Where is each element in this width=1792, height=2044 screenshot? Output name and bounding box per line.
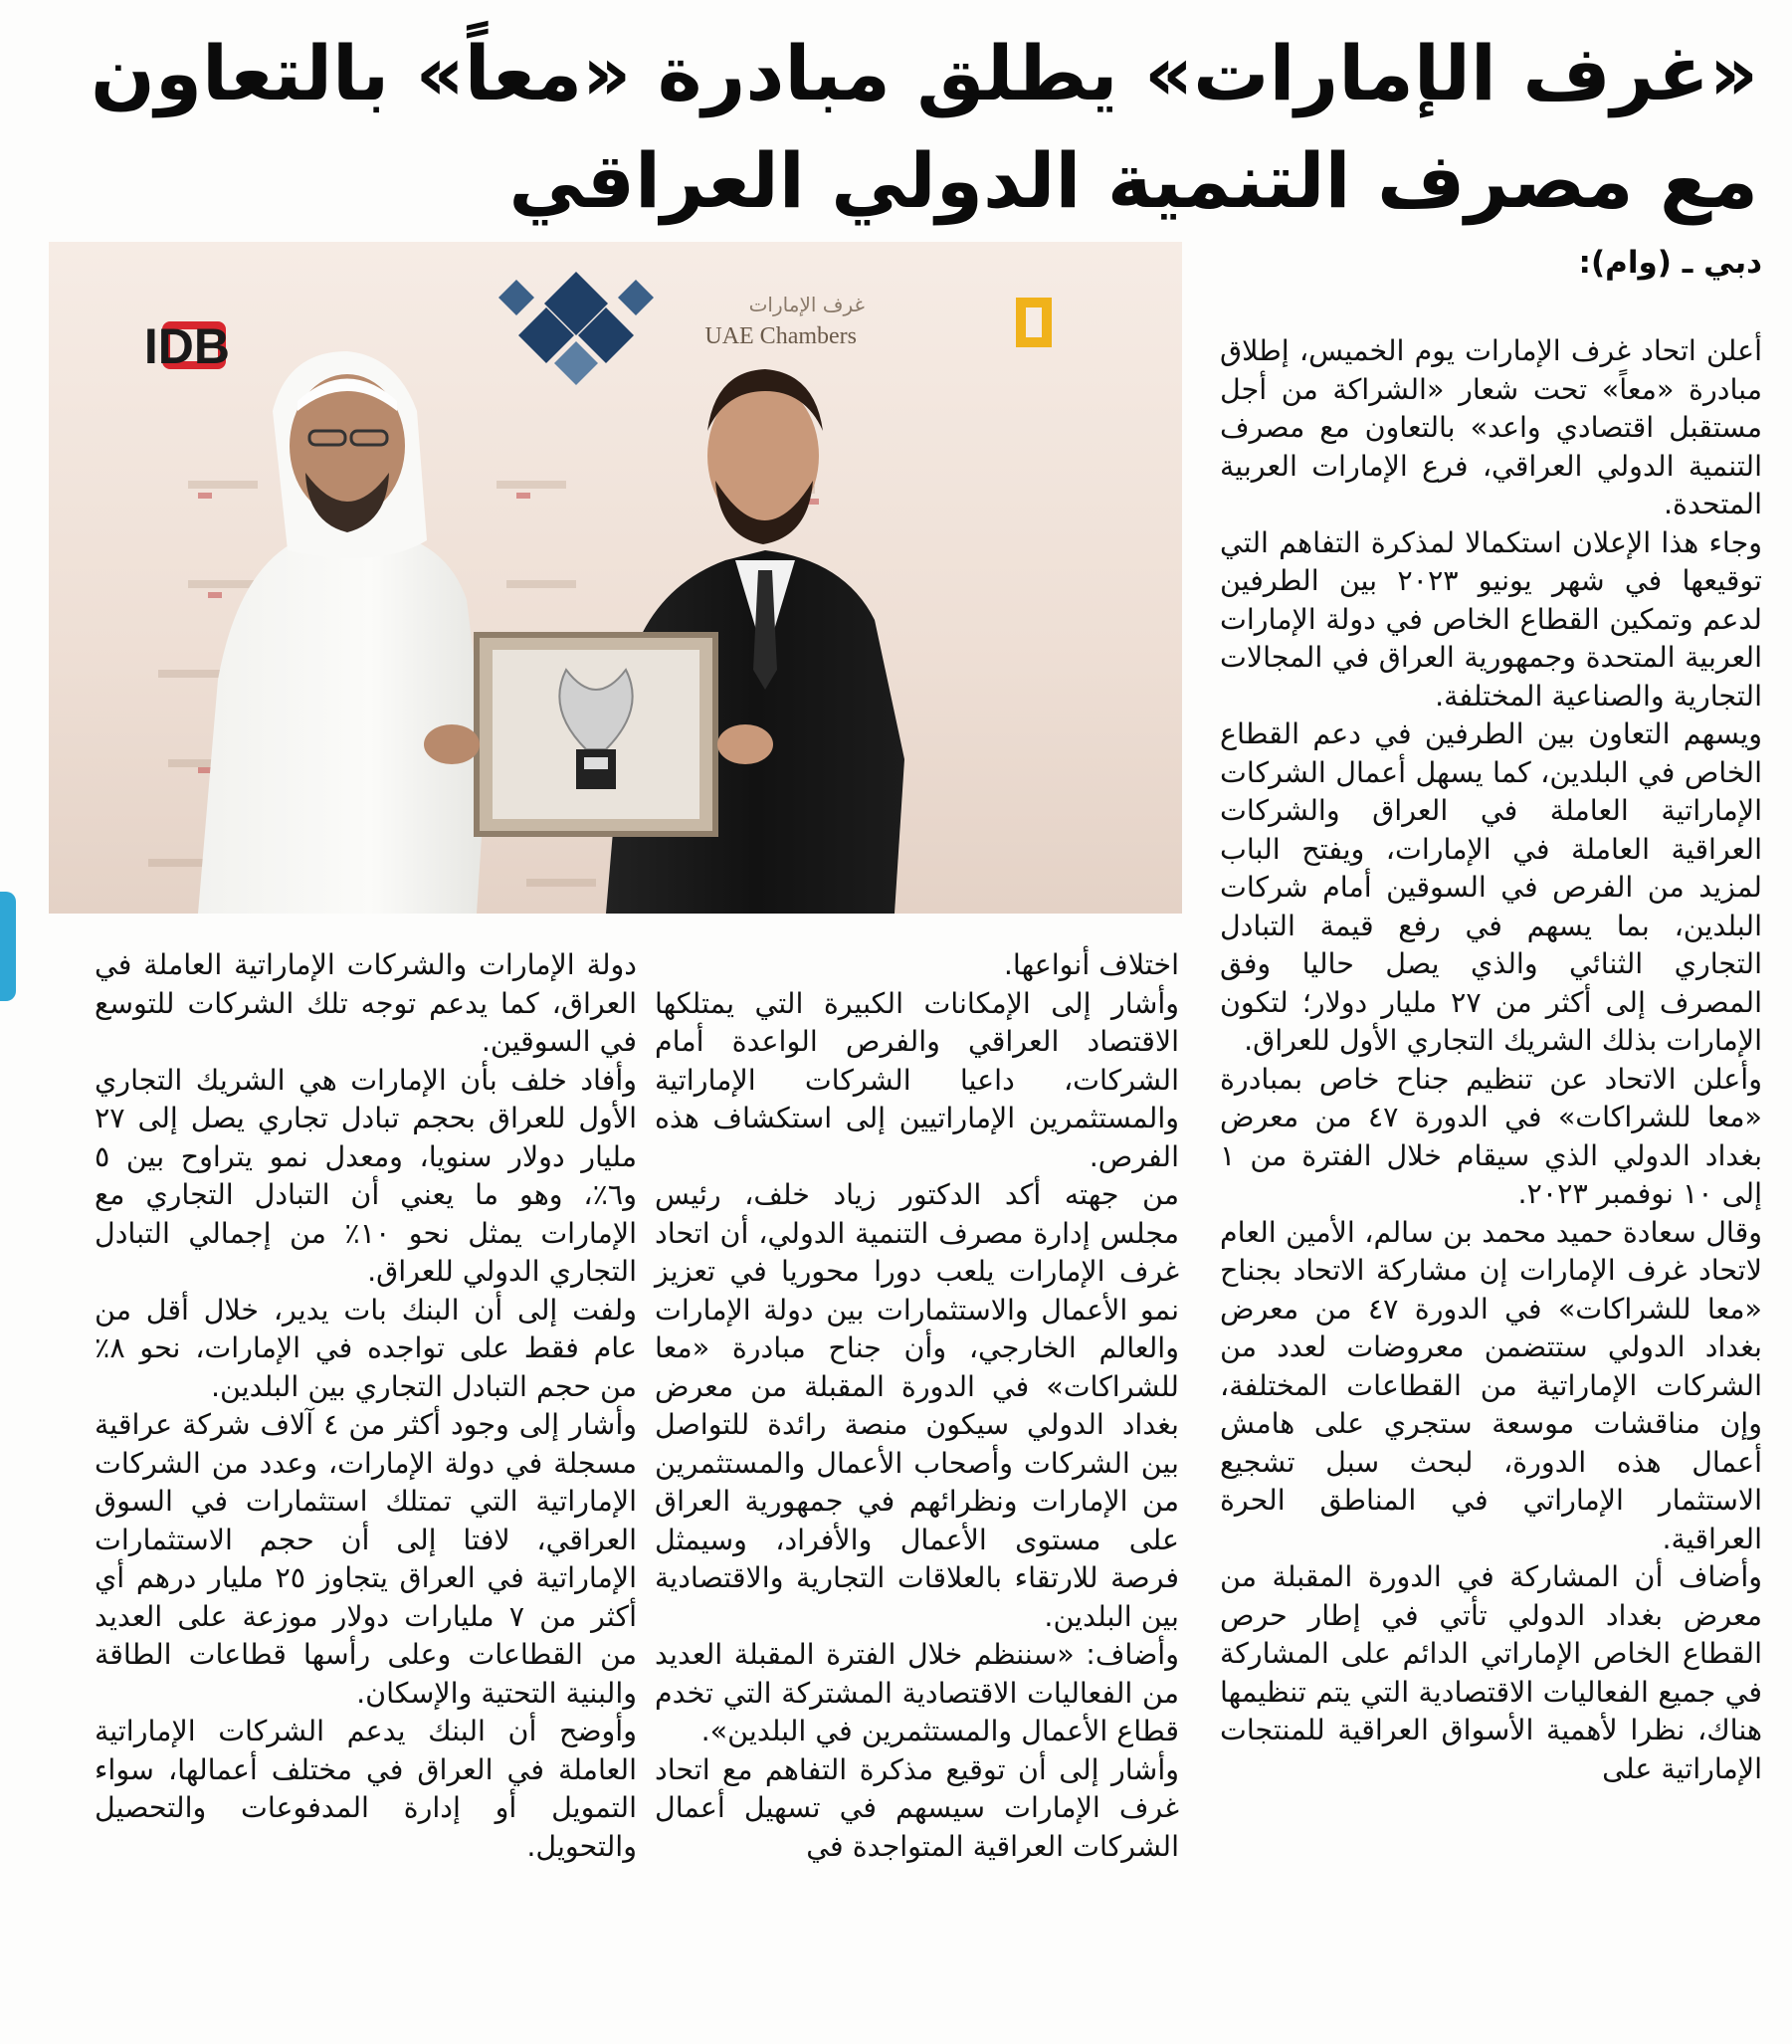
paragraph: وأشار إلى الإمكانات الكبيرة التي يمتلكها الاقتصاد العراقي والفرص الواعدة أمام الشركات، داعيا الشركات الإماراتية والمستثمرين الإماراتيين إلى استكشاف هذه الفرص. xyxy=(655,986,1179,1173)
paragraph: اختلاف أنواعها. xyxy=(1003,948,1179,981)
article-dateline: دبي ـ (وام): xyxy=(1578,245,1762,281)
article-column-left xyxy=(95,946,637,1866)
svg-text:IDB: IDB xyxy=(143,318,230,374)
paragraph: وأوضح أن البنك يدعم الشركات الإماراتية العاملة في العراق في مختلف أعمالها، سواء التمويل أو إدارة المدفوعات والتحصيل والتحويل. xyxy=(95,1715,637,1863)
paragraph: ويسهم التعاون بين الطرفين في دعم القطاع الخاص في البلدين، كما يسهل أعمال الشركات الإماراتية العاملة في العراق والشركات العراقية العاملة في الإمارات، ويفتح الباب لمزيد من الفرص في السوقين أمام شركات البلدين، بما يسهم في رفع قيمة التبادل التجاري الثنائي والذي يصل حاليا وفق المصرف إلى أكثر من ٢٧ مليار دولار؛ لتكون الإمارات بذلك الشريك التجاري الأول للعراق. xyxy=(1220,717,1762,1057)
article-photo xyxy=(49,242,1182,914)
article-column-middle xyxy=(655,946,1179,1866)
award-frame xyxy=(477,635,715,834)
idb-logo xyxy=(144,318,230,374)
paragraph: وأشار إلى أن توقيع مذكرة التفاهم مع اتحاد غرف الإمارات سيسهم في تسهيل أعمال الشركات العراقية المتواجدة في xyxy=(655,1752,1179,1863)
article-headline: «غرف الإمارات» يطلق مبادرة «معاً» بالتعاون مع مصرف التنمية الدولي العراقي xyxy=(90,29,1758,225)
paragraph: وأضاف أن المشاركة في الدورة المقبلة من معرض بغداد الدولي تأتي في إطار حرص القطاع الخاص الإماراتي الدائم على المشاركة في جميع الفعاليات الاقتصادية التي يتم تنظيمها هناك، نظرا لأهمية الأسواق العراقية للمنتجات الإماراتية على xyxy=(1220,1560,1762,1785)
paragraph: وأفاد خلف بأن الإمارات هي الشريك التجاري الأول للعراق بحجم تبادل تجاري يصل إلى ٢٧ مليار دولار سنويا، ومعدل نمو يتراوح بين ٥ و٦٪، وهو ما يعني أن التبادل التجاري مع الإمارات يمثل نحو ١٠٪ من إجمالي التبادل التجاري الدولي للعراق. xyxy=(95,1063,637,1288)
paragraph: من جهته أكد الدكتور زياد خلف، رئيس مجلس إدارة مصرف التنمية الدولي، أن اتحاد غرف الإمارات يلعب دورا محوريا في تعزيز نمو الأعمال والاستثمارات بين دولة الإمارات والعالم الخارجي، وأن جناح مبادرة «معا للشراكات» في الدورة المقبلة من معرض بغداد الدولي سيكون منصة رائدة للتواصل بين الشركات وأصحاب الأعمال والمستثمرين من الإمارات ونظرائهم في جمهورية العراق على مستوى الأعمال والأفراد، وسيمثل فرصة للارتقاء بالعلاقات التجارية والاقتصادية بين البلدين. xyxy=(655,1178,1179,1633)
paragraph: ولفت إلى أن البنك بات يدير، خلال أقل من عام فقط على تواجده في الإمارات، نحو ٨٪ من حجم التبادل التجاري بين البلدين. xyxy=(95,1293,637,1403)
page-edge-tab xyxy=(0,892,16,1001)
paragraph: دولة الإمارات والشركات الإماراتية العاملة في العراق، كما يدعم توجه تلك الشركات للتوسع في السوقين. xyxy=(95,948,637,1058)
article-column-right xyxy=(1220,332,1762,1788)
paragraph: وأشار إلى وجود أكثر من ٤ آلاف شركة عراقية مسجلة في دولة الإمارات، وعدد من الشركات الإماراتية التي تمتلك استثمارات في السوق العراقي، لافتا إلى أن حجم الاستثمارات الإماراتية في العراق يتجاوز ٢٥ مليار درهم أي أكثر من ٧ مليارات دولار موزعة على العديد من القطاعات وعلى رأسها قطاعات الطاقة والبنية التحتية والإسكان. xyxy=(95,1408,637,1710)
paragraph: وجاء هذا الإعلان استكمالا لمذكرة التفاهم التي توقيعها في شهر يونيو ٢٠٢٣ بين الطرفين لدعم وتمكين القطاع الخاص في دولة الإمارات العربية المتحدة وجمهورية العراق في المجالات التجارية والصناعية المختلفة. xyxy=(1220,525,1762,713)
paragraph: أعلن اتحاد غرف الإمارات يوم الخميس، إطلاق مبادرة «معاً» تحت شعار «الشراكة من أجل مستقبل اقتصادي واعد» بالتعاون مع مصرف التنمية الدولي العراقي، فرع الإمارات العربية المتحدة. xyxy=(1220,334,1762,520)
svg-text:غرف الإمارات: غرف الإمارات xyxy=(748,293,865,316)
paragraph: وأضاف: «سننظم خلال الفترة المقبلة العديد من الفعاليات الاقتصادية المشتركة التي تخدم قطاع الأعمال والمستثمرين في البلدين». xyxy=(655,1638,1179,1747)
photo-illustration xyxy=(49,242,1182,914)
svg-text:UAE Chambers: UAE Chambers xyxy=(704,323,857,349)
paragraph: وأعلن الاتحاد عن تنظيم جناح خاص بمبادرة «معا للشراكات» في الدورة ٤٧ من معرض بغداد الدولي الذي سيقام خلال الفترة من ١ إلى ١٠ نوفمبر ٢٠٢٣. xyxy=(1220,1062,1762,1210)
paragraph: وقال سعادة حميد محمد بن سالم، الأمين العام لاتحاد غرف الإمارات إن مشاركة الاتحاد بجناح «معا للشراكات» في الدورة ٤٧ من معرض بغداد الدولي ستتضمن معروضات لعدد من الشركات الإماراتية من القطاعات المختلفة، وإن مناقشات موسعة ستجري على هامش أعمال هذه الدورة، لبحث سبل تشجيع الاستثمار الإماراتي في المناطق الحرة العراقية. xyxy=(1220,1215,1762,1555)
